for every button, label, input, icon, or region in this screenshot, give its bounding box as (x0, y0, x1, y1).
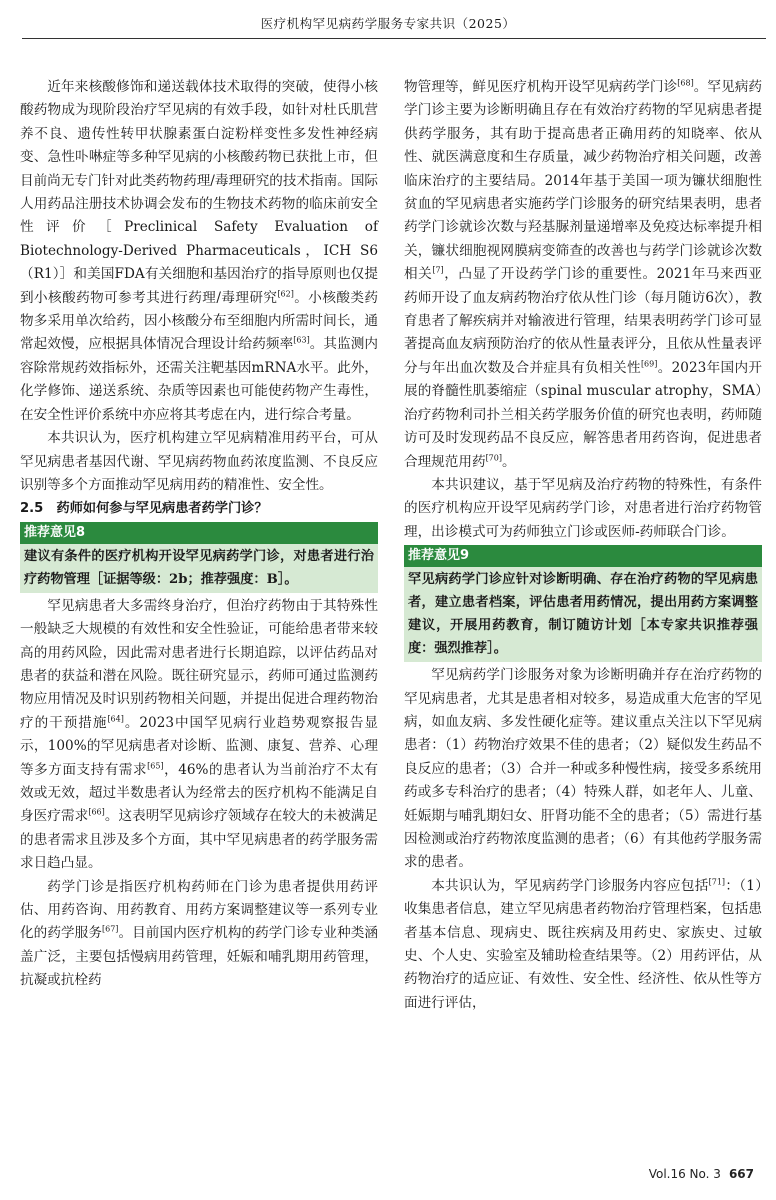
text: 。其监测内容除常规药效指标外，还需关注靶基因mRNA水平。此外，化学修饰、递送系统、杂质等因素也可能使药物产生毒性，在安全性评价系统中亦应将其考虑在内，进行综合考量。 (20, 336, 379, 423)
text: 罕见病患者大多需终身治疗，但治疗药物由于其特殊性一般缺乏大规模的有效性和安全性验证，可能给患者带来较高的用药风险，因此需对患者进行长期追踪，以评估药品对患者的获益和潜在风险。既往研究显示，药师可通过监测药物应用情况及时识别药物相关问题，并提出促进合理药物治疗的干预措施 (20, 597, 378, 731)
paragraph (20, 876, 378, 993)
text: 。2023年国内开展的脊髓性肌萎缩症（spinal muscular atrophy，SMA）治疗药物利司扑兰相关药学服务价值的研究也表明，药师随访可及时发现药品不良反应，解答患者用药咨询，促进患者合理规范用药 (404, 359, 762, 470)
paragraph: 罕见病药学门诊服务对象为诊断明确并存在治疗药物的罕见病患者，尤其是患者相对较多，易造成重大危害的罕见病，如血友病、多发性硬化症等。建议重点关注以下罕见病患者：（1）药物治疗效果不佳的患者；（2）疑似发生药品不良反应的患者；（3）合并一种或多种慢性病，接受多系统用药或多专科治疗的患者；（4）特殊人群，如老年人、儿童、妊娠期与哺乳期妇女、肝肾功能不全的患者；（5）需进行基因检测或治疗药物浓度监测的患者；（6）有其他药学服务需求的患者。 (404, 667, 762, 871)
left-column (20, 76, 378, 993)
paragraph (404, 76, 762, 474)
section-heading: 2.5 药师如何参与罕见病患者药学门诊？ (20, 501, 268, 517)
paragraph (20, 595, 378, 876)
text: 。罕见病药学门诊主要为诊断明确且存在有效治疗药物的罕见病患者提供药学服务，其有助于提高患者正确用药的知晓率、依从性、就医满意度和生存质量，减少药物治疗相关问题，改善临床治疗的主要结局。2014年基于美国一项为镰状细胞性贫血的罕见病患者实施药学门诊服务的研究结果表明，患者药学门诊就诊次数与羟基脲剂量递增率及免疫达标率提升相关，镰状细胞视网膜病变筛查的改善也与药学门诊就诊次数相关 (404, 79, 763, 283)
citation: [63] (293, 335, 310, 345)
text: 。2023中国罕见病行业趋势观察报告显示，100%的罕见病患者对诊断、监测、康复、营养、心理等多方面支持有需求 (20, 714, 378, 778)
text: ，46%的患者认为当前治疗不太有效或无效，超过半数患者认为经常去的医疗机构不能满足自身医疗需求 (20, 761, 378, 825)
citation: [65] (147, 761, 164, 771)
text: 物管理等，鲜见医疗机构开设罕见病药学门诊 (404, 79, 678, 95)
paragraph: 本共识建议，基于罕见病及治疗药物的特殊性，有条件的医疗机构应开设罕见病药学门诊，对患者进行治疗药物管理，出诊模式可为药师独立门诊或医师-药师联合门诊。 (404, 476, 762, 540)
recommendation-body: 罕见病药学门诊应针对诊断明确、存在治疗药物的罕见病患者，建立患者档案，评估患者用药情况，提出用药方案调整建议，开展用药教育，制订随访计划［本专家共识推荐强度：强烈推荐］。 (404, 567, 762, 662)
recommendation-title: 推荐意见9 (404, 545, 762, 567)
text: 近年来核酸修饰和递送载体技术取得的突破，使得小核酸药物成为现阶段治疗罕见病的有效手段，如针对杜氏肌营养不良、遗传性转甲状腺素蛋白淀粉样变性多发性神经病变、急性卟啉症等多种罕见病的小核酸药物已获批上市，但目前尚无专门针对此类药物药理/毒理研究的技术指南。国际人用药品注册技术协调会发布的生物技术药物的临床前安全性评价［Preclinical Safety Evaluation of Biotechnology-Derived Pharmaceuticals，ICH S6（R1）］和美国FDA有关细胞和基因治疗的指导原则也仅提到小核酸药物可参考其进行药理/毒理研究 (20, 79, 379, 306)
text: 本共识认为，罕见病药学门诊服务内容应包括 (431, 877, 709, 894)
page-header (0, 0, 776, 44)
text: ：（1）收集患者信息，建立罕见病患者药物治疗管理档案，包括患者基本信息、现病史、既往疾病及用药史、家族史、过敏史、个人史、实验室及辅助检查结果等。（2）用药评估，从药物治疗的适应证、有效性、安全性、经济性、依从性等方面进行评估， (404, 877, 762, 1011)
paragraph: 本共识认为，医疗机构建立罕见病精准用药平台，可从罕见病患者基因代谢、罕见病药物血药浓度监测、不良反应识别等多个方面推动罕见病用药的精准性、安全性。 (20, 430, 378, 493)
text: 。小核酸类药物多采用单次给药，因小核酸分布至细胞内所需时间长，通常起效慢，应根据具体情况合理设计给药频率 (20, 289, 378, 353)
recommendation-body: 建议有条件的医疗机构开设罕见病药学门诊，对患者进行治疗药物管理［证据等级：2b；推荐强度：B］。 (20, 544, 378, 593)
citation: [68] (677, 78, 694, 88)
paragraph (20, 76, 378, 427)
citation: [67] (101, 924, 119, 934)
citation: [71] (708, 877, 726, 887)
text: 药学门诊是指医疗机构药师在门诊为患者提供用药评估、用药咨询、用药教育、用药方案调整建议等一系列专业化的药学服务 (20, 878, 378, 942)
text: ，凸显了开设药学门诊的重要性。2021年马来西亚药师开设了血友病药物治疗依从性门诊（每月随访6次），教育患者了解疾病并对输液进行管理，结果表明药学门诊可显著提高血友病预防治疗的依从性量表评分，且依从性量表评分与年出血次数及合并症具有负相关性 (404, 266, 763, 376)
citation: [64] (107, 714, 124, 724)
citation: [7] (432, 265, 444, 275)
header-rule (22, 38, 766, 39)
citation: [62] (277, 289, 294, 299)
right-column (404, 76, 762, 1015)
recommendation-title: 推荐意见8 (20, 522, 378, 544)
citation: [66] (88, 807, 105, 817)
text: 。 (501, 453, 516, 470)
running-title: 医疗机构罕见病药学服务专家共识（2025） (260, 16, 516, 31)
text: 。这表明罕见病诊疗领域存在较大的未被满足的患者需求且涉及多个方面，其中罕见病患者的药学服务需求日趋凸显。 (20, 808, 379, 872)
volume-info: Vol.16 No. 3 (648, 1167, 721, 1181)
text: 。目前国内医疗机构的药学门诊专业种类涵盖广泛，主要包括慢病用药管理，妊娠和哺乳期用药管理，抗凝或抗栓药 (20, 925, 379, 989)
citation: [69] (640, 359, 658, 369)
page-footer (649, 1167, 754, 1181)
page-number: 667 (728, 1167, 754, 1181)
paragraph (404, 875, 762, 1015)
citation: [70] (485, 452, 502, 462)
